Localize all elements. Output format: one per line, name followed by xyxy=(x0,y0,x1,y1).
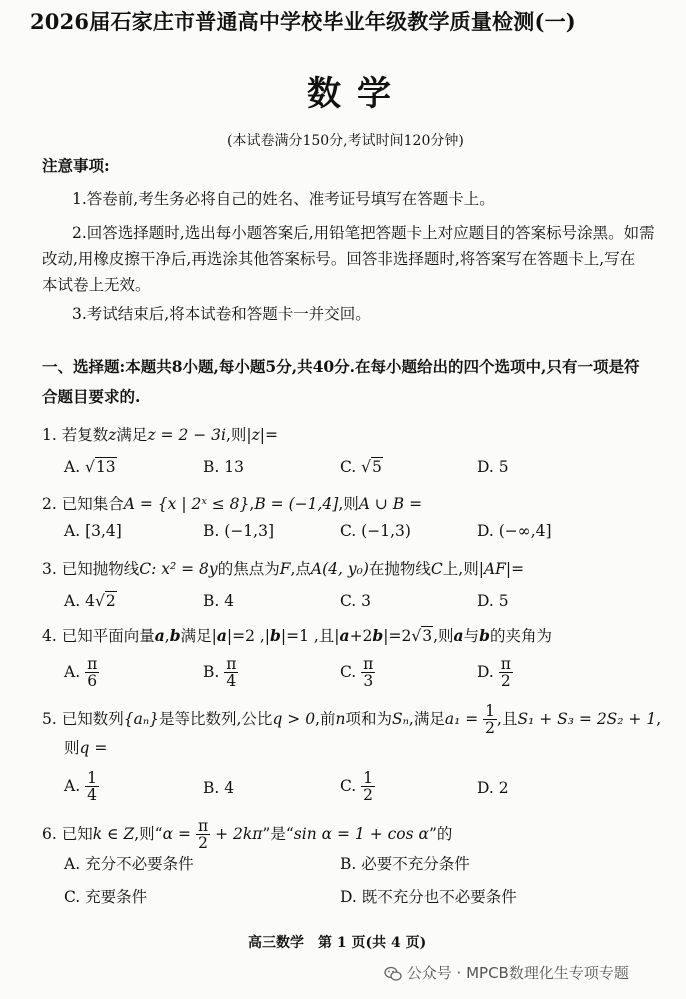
option-value: (−1,3] xyxy=(224,522,274,540)
radicand: 5 xyxy=(372,458,382,476)
fraction: $\frac{\pi}{4}$ xyxy=(226,655,237,691)
option-label: C. xyxy=(340,662,357,681)
vector-b: b xyxy=(169,626,181,645)
question-text: 若复数 xyxy=(61,426,109,444)
vector-a: a xyxy=(154,626,165,645)
option-label: A. xyxy=(64,662,81,681)
question-text: ,则 xyxy=(433,627,454,645)
vector-a: a xyxy=(339,626,350,645)
option-value: 既不充分也不必要条件 xyxy=(361,888,517,906)
option-label: B. xyxy=(203,522,220,540)
option-label: D. xyxy=(477,779,494,797)
note-item-2-line-2: 改动,用橡皮擦干净后,再选涂其他答案标号。回答非选择题时,将答案写在答题卡上,写在 xyxy=(42,250,636,268)
question-text: , xyxy=(164,627,170,645)
question-1-stem xyxy=(42,423,278,445)
option-label: D. xyxy=(477,458,494,476)
option-value: 5 xyxy=(498,458,509,476)
wechat-icon xyxy=(384,965,402,983)
option-c: C. √5 xyxy=(340,458,382,476)
option-c xyxy=(340,656,375,690)
section-title-line-2: 合题目要求的. xyxy=(42,387,141,406)
option-b xyxy=(203,592,234,610)
note-item-3: 3.考试结束后,将本试卷和答题卡一并交回。 xyxy=(72,305,371,323)
question-number: 1. xyxy=(42,426,57,444)
option-label: A. xyxy=(64,855,81,873)
question-text: 已知抛物线 xyxy=(61,560,140,578)
exam-title: 2026届石家庄市普通高中学校毕业年级教学质量检测(一) xyxy=(30,9,576,34)
option-label: A. xyxy=(64,458,81,476)
option-value: 充分不必要条件 xyxy=(85,855,194,873)
option-b xyxy=(203,522,274,540)
option-a xyxy=(64,656,99,690)
exam-info: (本试卷满分150分,考试时间120分钟) xyxy=(227,133,464,149)
math-var: Sₙ xyxy=(392,709,409,728)
math-expression: + 2kπ xyxy=(215,824,263,843)
radicand: 3 xyxy=(422,627,433,645)
option-label: C. xyxy=(340,592,357,610)
math-expression: a₁ = xyxy=(444,709,479,728)
vector-a: a xyxy=(453,626,464,645)
option-a xyxy=(64,770,99,804)
option-value: 4 xyxy=(224,592,235,610)
question-text: 在抛物线 xyxy=(368,560,431,578)
option-a: A. 4√2 xyxy=(64,592,116,610)
math-expression: A = {x | 2ˣ ≤ 8} xyxy=(123,495,250,513)
option-b xyxy=(340,852,470,874)
option-value: 4 xyxy=(85,592,95,610)
fraction: $\frac{\pi}{2}$ xyxy=(197,817,209,853)
question-text: 已知平面向量 xyxy=(61,627,155,645)
question-5-stem xyxy=(42,703,661,737)
option-label: A. xyxy=(64,592,81,610)
page-footer: 高三数学 第 1 页(共 4 页) xyxy=(248,935,427,951)
option-d xyxy=(477,522,552,540)
question-text: 与 xyxy=(463,627,480,645)
option-value: (−1,3) xyxy=(361,522,411,540)
question-number: 2. xyxy=(42,495,57,513)
question-4-stem: 4. 已知平面向量a,b满足|a|=2 ,|b|=1 ,且|a+2b|=2√3,则a与b的夹角为 xyxy=(42,626,552,645)
option-label: D. xyxy=(340,888,357,906)
math-expression: S₁ + S₃ = 2S₂ + 1 xyxy=(517,709,657,728)
question-text: ,则“ xyxy=(134,824,163,843)
question-text: 已知数列 xyxy=(61,709,124,728)
section-title-line-1: 一、选择题:本题共8小题,每小题5分,共40分.在每小题给出的四个选项中,只有一项是符 xyxy=(42,357,640,376)
question-5-line-2 xyxy=(64,736,107,758)
option-label: B. xyxy=(203,662,220,681)
option-d xyxy=(477,458,509,476)
option-a xyxy=(64,852,194,874)
math-expression: C: x² = 8y xyxy=(139,560,218,578)
question-text: ,则 xyxy=(338,495,359,513)
option-d xyxy=(340,885,517,907)
option-c xyxy=(340,770,375,804)
option-label: C. xyxy=(340,776,357,795)
option-a xyxy=(64,522,122,540)
math-expression: {aₙ} xyxy=(123,709,159,728)
question-text: ,点 xyxy=(290,560,311,578)
question-text: 上,则| xyxy=(442,560,484,578)
question-number: 5. xyxy=(42,709,57,728)
question-text: 满足| xyxy=(180,627,217,645)
option-b xyxy=(203,656,238,690)
question-text: 已知集合 xyxy=(61,495,124,513)
option-label: B. xyxy=(340,855,357,873)
math-expression: z = 2 − 3i xyxy=(147,426,226,444)
option-value: 充要条件 xyxy=(85,888,148,906)
vector-b: b xyxy=(270,626,281,645)
vector-b: b xyxy=(372,626,384,645)
math-expression: sin α = 1 + cos α xyxy=(293,824,429,843)
question-text: 项和为 xyxy=(345,709,392,728)
option-label: C. xyxy=(340,522,357,540)
question-text: ”的 xyxy=(428,824,453,843)
question-6-stem xyxy=(42,818,452,852)
math-var: F xyxy=(279,560,291,578)
option-label: B. xyxy=(203,458,220,476)
option-d xyxy=(477,656,513,690)
option-d xyxy=(477,779,509,797)
question-3-stem xyxy=(42,557,524,579)
subject-title: 数学 xyxy=(307,74,407,114)
note-item-2-line-3: 本试卷上无效。 xyxy=(42,276,151,294)
option-label: C. xyxy=(64,888,81,906)
question-text: |= xyxy=(505,560,525,578)
question-text: 是等比数列,公比 xyxy=(159,709,273,728)
option-b xyxy=(203,779,234,797)
question-text: |=1 ,且| xyxy=(280,627,340,645)
question-text: +2 xyxy=(349,627,373,645)
math-var: z xyxy=(251,426,260,444)
option-d xyxy=(477,592,509,610)
question-text: 已知 xyxy=(61,824,93,843)
option-value: 13 xyxy=(224,458,244,476)
option-label: B. xyxy=(203,592,220,610)
math-expression: q = xyxy=(79,739,108,757)
question-text: 的夹角为 xyxy=(489,627,552,645)
option-label: A. xyxy=(64,776,81,795)
question-text: , xyxy=(656,709,662,728)
option-label: D. xyxy=(477,662,494,681)
math-var: AF xyxy=(483,560,506,578)
question-text: ,满足 xyxy=(408,709,445,728)
math-expression: A(4, y₀) xyxy=(310,560,369,578)
option-a: A. √13 xyxy=(64,458,116,476)
option-c xyxy=(340,522,411,540)
question-number: 4. xyxy=(42,627,57,645)
fraction: $\frac{1}{2}$ xyxy=(485,702,496,738)
question-text: ,且 xyxy=(497,709,518,728)
question-2-stem xyxy=(42,492,422,514)
question-text: , xyxy=(249,495,255,513)
math-var: z xyxy=(108,426,117,444)
option-label: B. xyxy=(203,779,220,797)
fraction: $\frac{1}{2}$ xyxy=(363,769,374,805)
watermark xyxy=(384,962,629,983)
option-c xyxy=(64,885,147,907)
option-label: A. xyxy=(64,522,81,540)
math-var: C xyxy=(430,560,443,578)
radicand: 13 xyxy=(95,458,116,476)
notes-heading: 注意事项: xyxy=(42,156,110,175)
watermark-text: 公众号 · MPCB数理化生专项专题 xyxy=(406,964,629,982)
question-text: ,则| xyxy=(225,426,252,444)
question-text: 满足 xyxy=(116,426,148,444)
note-item-2-line-1: 2.回答选择题时,选出每小题答案后,用铅笔把答题卡上对应题目的答案标号涂黑。如需 xyxy=(72,224,655,242)
question-text: 则 xyxy=(64,739,80,757)
question-text: ,前 xyxy=(315,709,336,728)
question-number: 3. xyxy=(42,560,57,578)
option-b xyxy=(203,458,244,476)
radicand: 2 xyxy=(105,592,116,610)
question-number: 6. xyxy=(42,824,57,843)
fraction: $\frac{\pi}{2}$ xyxy=(500,655,511,691)
math-var: n xyxy=(335,709,346,728)
vector-a: a xyxy=(216,626,227,645)
option-label: C. xyxy=(340,458,357,476)
option-value: 2 xyxy=(498,779,509,797)
question-text: |= xyxy=(259,426,279,444)
question-text: ”是“ xyxy=(262,824,294,843)
option-value: 5 xyxy=(498,592,509,610)
math-expression: q > 0 xyxy=(272,709,316,728)
option-value: 3 xyxy=(361,592,372,610)
option-value: (−∞,4] xyxy=(498,522,552,540)
math-expression: k ∈ Z xyxy=(92,824,135,843)
math-expression: B = (−1,4] xyxy=(254,495,339,513)
fraction: $\frac{\pi}{6}$ xyxy=(87,655,98,691)
question-text: |=2 xyxy=(383,627,412,645)
fraction: $\frac{\pi}{3}$ xyxy=(363,655,374,691)
option-label: D. xyxy=(477,522,494,540)
math-expression: α = xyxy=(162,824,191,843)
option-value: 必要不充分条件 xyxy=(361,855,470,873)
option-label: D. xyxy=(477,592,494,610)
vector-b: b xyxy=(479,626,490,645)
option-value: [3,4] xyxy=(85,522,122,540)
math-expression: A ∪ B = xyxy=(358,495,423,513)
question-text: |=2 ,| xyxy=(226,627,271,645)
question-text: 的焦点为 xyxy=(217,560,280,578)
note-item-1: 1.答卷前,考生务必将自己的姓名、准考证号填写在答题卡上。 xyxy=(72,190,495,208)
fraction: $\frac{1}{4}$ xyxy=(87,769,97,805)
option-value: 4 xyxy=(224,779,235,797)
option-c xyxy=(340,592,371,610)
